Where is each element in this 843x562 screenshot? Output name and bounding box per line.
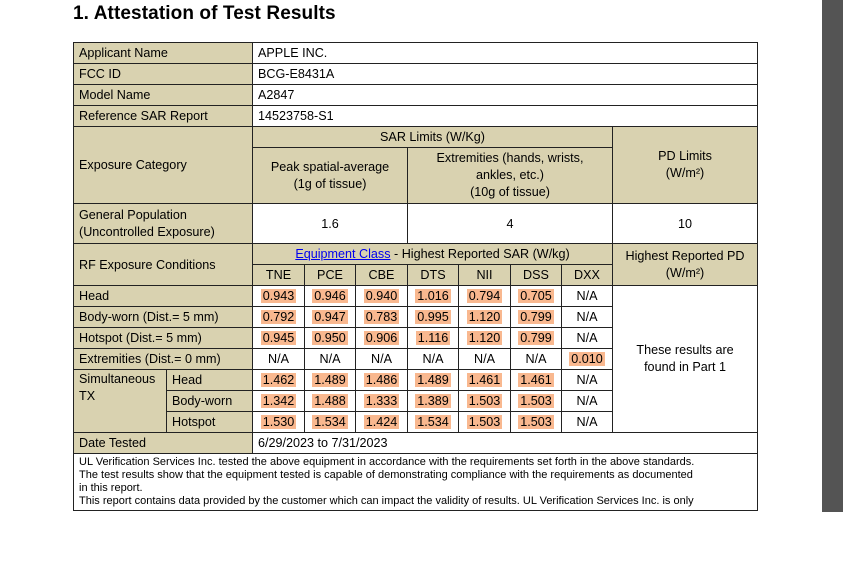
general-population-row [74, 204, 758, 244]
highest-pd-line2: (W/m²) [665, 265, 705, 280]
row-label: Body-worn (Dist.= 5 mm) [74, 307, 253, 328]
viewer-gutter [822, 0, 843, 512]
sar-value: 1.486 [365, 373, 398, 387]
sar-value: 1.342 [262, 394, 295, 408]
sar-row-head [74, 286, 758, 307]
sar-value: 1.534 [314, 415, 346, 429]
sar-value: 0.940 [365, 289, 398, 303]
col-header: CBE [356, 265, 408, 286]
peak-limit-value: 1.6 [253, 204, 408, 244]
row-label: Head [74, 286, 253, 307]
sar-value: N/A [576, 394, 598, 408]
highest-sar-label: - Highest Reported SAR (W/kg) [390, 247, 570, 261]
sar-value: N/A [474, 352, 495, 366]
model-value: A2847 [253, 85, 758, 106]
fcc-id-row [74, 64, 758, 85]
highest-pd-line1: Highest Reported PD [625, 248, 745, 263]
sar-value: N/A [371, 352, 392, 366]
pd-limit-value: 10 [613, 204, 758, 244]
section-heading: 1. Attestation of Test Results [73, 3, 336, 24]
sar-value: 0.799 [520, 310, 552, 324]
simultaneous-tx-label [74, 370, 167, 433]
col-header: DTS [408, 265, 459, 286]
sar-value: 1.503 [520, 415, 552, 429]
sar-value: N/A [268, 352, 289, 366]
applicant-row [74, 43, 758, 64]
highest-sar-header [253, 244, 613, 265]
row-label: Extremities (Dist.= 0 mm) [74, 349, 253, 370]
simultaneous-line1: Simultaneous [79, 372, 156, 386]
sar-value: 0.705 [520, 289, 552, 303]
sar-report-value: 14523758-S1 [253, 106, 758, 127]
notes-line: The test results show that the equipment tested is capable of demonstrating compliance with the requirements as documented [79, 469, 693, 481]
sar-value: 1.462 [262, 373, 295, 387]
col-header: PCE [305, 265, 356, 286]
peak-line1: Peak spatial-average [270, 159, 390, 174]
extremities-line3: (10g of tissue) [470, 185, 550, 199]
model-label: Model Name [74, 85, 253, 106]
sar-value: 1.530 [262, 415, 295, 429]
sar-value: 1.333 [365, 394, 398, 408]
sar-value: 0.906 [365, 331, 398, 345]
rf-conditions-label: RF Exposure Conditions [74, 244, 253, 286]
date-tested-row [74, 433, 758, 454]
applicant-label: Applicant Name [74, 43, 253, 64]
row-sublabel: Head [167, 370, 253, 391]
sar-value: 1.389 [417, 394, 449, 408]
sar-value: 1.424 [365, 415, 398, 429]
attestation-table [73, 42, 758, 511]
general-population-line2: (Uncontrolled Exposure) [79, 224, 215, 239]
row-sublabel: Hotspot [167, 412, 253, 433]
general-population-line1: General Population [79, 207, 187, 222]
sar-value: 0.792 [262, 310, 295, 324]
col-header: TNE [253, 265, 305, 286]
date-tested-value: 6/29/2023 to 7/31/2023 [253, 433, 758, 454]
sar-value: 1.489 [314, 373, 346, 387]
sar-value: 0.946 [314, 289, 346, 303]
sar-value: 1.116 [417, 331, 449, 345]
sar-value: 0.943 [262, 289, 295, 303]
sar-value: 0.794 [468, 289, 501, 303]
sar-value: 1.503 [520, 394, 552, 408]
compliance-notes [74, 454, 758, 511]
extremities-line2: ankles, etc.) [476, 168, 544, 182]
sar-value: N/A [576, 331, 598, 345]
fcc-id-value: BCG-E8431A [253, 64, 758, 85]
sar-limits-header-row [74, 127, 758, 148]
sar-value: 1.488 [314, 394, 346, 408]
model-row [74, 85, 758, 106]
sar-value: 1.503 [468, 415, 501, 429]
pd-limits-line1: PD Limits [658, 149, 712, 163]
sar-value: N/A [576, 373, 598, 387]
sar-value: 0.783 [365, 310, 398, 324]
highest-pd-header [613, 244, 758, 286]
extremities-limit-value: 4 [408, 204, 613, 244]
row-sublabel: Body-worn [167, 391, 253, 412]
sar-value: 0.947 [314, 310, 346, 324]
pd-note-cell [613, 286, 758, 433]
col-header: DSS [511, 265, 562, 286]
sar-value: 0.010 [571, 352, 603, 366]
fcc-id-label: FCC ID [74, 64, 253, 85]
sar-value: N/A [576, 310, 598, 324]
applicant-value: APPLE INC. [253, 43, 758, 64]
row-label: Hotspot (Dist.= 5 mm) [74, 328, 253, 349]
sar-value: N/A [319, 352, 341, 366]
pd-note-line2: found in Part 1 [644, 360, 726, 374]
sar-report-label: Reference SAR Report [74, 106, 253, 127]
sar-value: 0.799 [520, 331, 552, 345]
notes-line: This report contains data provided by the customer which can impact the validity of results. UL Verification Services Inc. is only [79, 495, 694, 507]
sar-value: 1.120 [468, 310, 501, 324]
peak-spatial-header [253, 148, 408, 204]
sar-value: 1.120 [468, 331, 501, 345]
sar-value: 1.461 [520, 373, 552, 387]
date-tested-label: Date Tested [74, 433, 253, 454]
pd-limits-header [613, 127, 758, 204]
sar-value: 0.945 [262, 331, 295, 345]
sar-value: 1.461 [468, 373, 501, 387]
extremities-line1: Extremities (hands, wrists, [436, 151, 584, 165]
sar-value: 0.950 [314, 331, 346, 345]
sar-value: N/A [576, 415, 598, 429]
peak-line2: (1g of tissue) [293, 176, 367, 191]
sar-value: 1.489 [417, 373, 449, 387]
col-header: DXX [562, 265, 613, 286]
sar-value: 1.016 [417, 289, 449, 303]
equipment-class-link[interactable]: Equipment Class [295, 247, 391, 261]
notes-line: UL Verification Services Inc. tested the above equipment in accordance with the requirements set forth in the above standards. [79, 456, 695, 468]
rf-header-row [74, 244, 758, 265]
sar-limits-header: SAR Limits (W/Kg) [253, 127, 613, 148]
extremities-header [408, 148, 613, 204]
exposure-category-label: Exposure Category [74, 127, 253, 204]
general-population-label [74, 204, 253, 244]
notes-row [74, 454, 758, 511]
pd-note-line1: These results are [636, 343, 734, 357]
sar-value: 1.503 [468, 394, 501, 408]
col-header: NII [459, 265, 511, 286]
sar-value: 0.995 [417, 310, 449, 324]
sar-value: N/A [525, 352, 547, 366]
sar-value: N/A [422, 352, 444, 366]
pd-limits-line2: (W/m²) [665, 166, 705, 180]
notes-line: in this report. [79, 482, 143, 494]
sar-value: 1.534 [417, 415, 449, 429]
sar-report-row [74, 106, 758, 127]
sar-value: N/A [576, 289, 598, 303]
simultaneous-line2: TX [79, 389, 96, 403]
